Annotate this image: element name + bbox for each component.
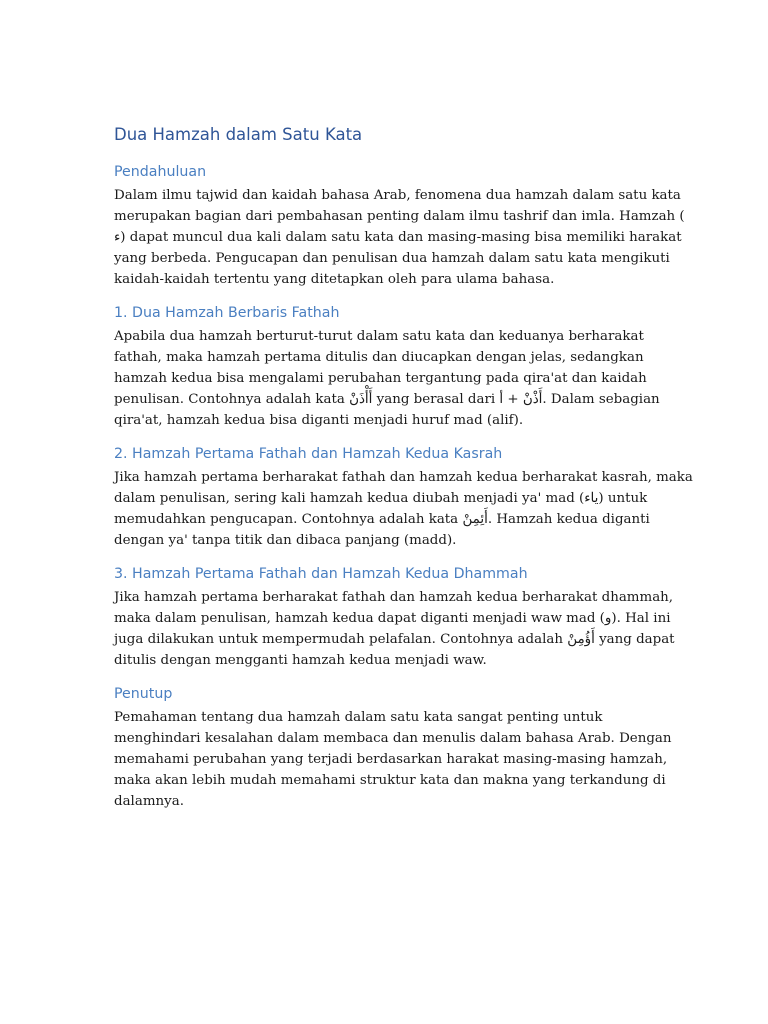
paragraph-line: Pemahaman tentang dua hamzah dalam satu kata sangat penting untuk	[114, 710, 603, 725]
section-penutup	[114, 684, 674, 812]
paragraph-line: ء) dapat muncul dua kali dalam satu kata dan masing-masing bisa memiliki harakat	[114, 230, 682, 245]
section-pendahuluan	[114, 162, 685, 290]
paragraph-line: juga dilakukan untuk mempermudah pelafalan. Contohnya adalah أَؤُمِنْ yang dapat	[114, 632, 675, 647]
paragraph-line: fathah, maka hamzah pertama ditulis dan diucapkan dengan jelas, sedangkan	[114, 350, 644, 365]
section-paragraph	[114, 326, 674, 431]
section-heading: 3. Hamzah Pertama Fathah dan Hamzah Kedua Dhammah	[114, 566, 528, 582]
paragraph-line: penulisan. Contohnya adalah kata أَأْذَنْ yang berasal dari أَذْنْ + أ. Dalam sebagian	[114, 392, 660, 407]
paragraph-line: Apabila dua hamzah berturut-turut dalam satu kata dan keduanya berharakat	[114, 329, 644, 344]
paragraph-line: dengan ya' tanpa titik dan dibaca panjang (madd).	[114, 533, 457, 548]
paragraph-line: maka akan lebih mudah memahami struktur kata dan makna yang terkandung di	[114, 773, 666, 788]
paragraph-line: Jika hamzah pertama berharakat fathah dan hamzah kedua berharakat dhammah,	[114, 590, 674, 605]
paragraph-line: memudahkan pengucapan. Contohnya adalah kata أَئِمِنْ. Hamzah kedua diganti	[114, 512, 650, 527]
paragraph-line: Dalam ilmu tajwid dan kaidah bahasa Arab, fenomena dua hamzah dalam satu kata	[114, 188, 681, 203]
paragraph-line: kaidah-kaidah tertentu yang ditetapkan oleh para ulama bahasa.	[114, 272, 555, 287]
section-paragraph	[114, 587, 674, 671]
paragraph-line: ditulis dengan mengganti hamzah kedua menjadi waw.	[114, 653, 487, 668]
paragraph-line: hamzah kedua bisa mengalami perubahan tergantung pada qira'at dan kaidah	[114, 371, 647, 386]
section-heading: 2. Hamzah Pertama Fathah dan Hamzah Kedua Kasrah	[114, 446, 503, 462]
section-fathah-dhammah	[114, 564, 674, 671]
section-paragraph	[114, 185, 685, 290]
section-paragraph	[114, 707, 674, 812]
section-heading: Penutup	[114, 686, 173, 702]
paragraph-line: maka dalam penulisan, hamzah kedua dapat diganti menjadi waw mad (و). Hal ini	[114, 611, 671, 626]
document-title: Dua Hamzah dalam Satu Kata	[114, 125, 363, 144]
section-paragraph	[114, 467, 693, 551]
paragraph-line: Jika hamzah pertama berharakat fathah dan hamzah kedua berharakat kasrah, maka	[114, 470, 693, 485]
paragraph-line: merupakan bagian dari pembahasan penting dalam ilmu tashrif dan imla. Hamzah (	[114, 209, 685, 224]
paragraph-line: dalam penulisan, sering kali hamzah kedua diubah menjadi ya' mad (ياء) untuk	[114, 491, 648, 506]
paragraph-line: memahami perubahan yang terjadi berdasarkan harakat masing-masing hamzah,	[114, 752, 668, 767]
paragraph-line: qira'at, hamzah kedua bisa diganti menjadi huruf mad (alif).	[114, 413, 524, 428]
section-dua-hamzah-fathah	[114, 303, 674, 431]
paragraph-line: menghindari kesalahan dalam membaca dan menulis dalam bahasa Arab. Dengan	[114, 731, 672, 746]
section-fathah-kasrah	[114, 444, 693, 551]
paragraph-line: yang berbeda. Pengucapan dan penulisan dua hamzah dalam satu kata mengikuti	[114, 251, 670, 266]
section-heading: Pendahuluan	[114, 164, 207, 180]
paragraph-line: dalamnya.	[114, 794, 184, 809]
section-heading: 1. Dua Hamzah Berbaris Fathah	[114, 305, 340, 321]
